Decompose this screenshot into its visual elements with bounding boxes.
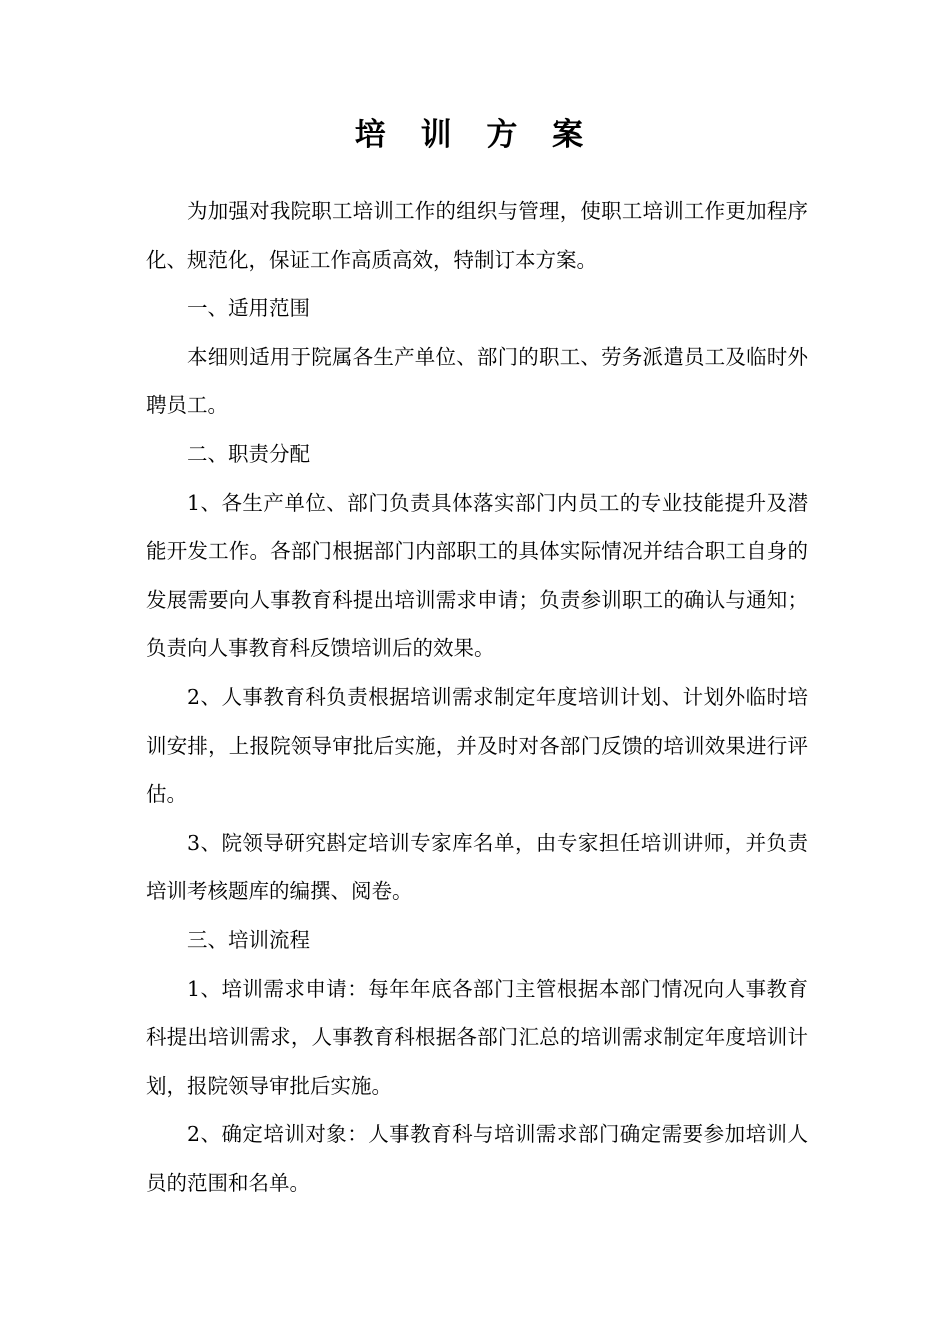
- paragraph-process-1: 1、培训需求申请：每年年底各部门主管根据本部门情况向人事教育科提出培训需求，人事教育科根据各部门汇总的培训需求制定年度培训计划，报院领导审批后实施。: [146, 976, 808, 1098]
- section-heading-scope: 一、适用范围: [187, 296, 310, 321]
- paragraph-responsibility-2: 2、人事教育科负责根据培训需求制定年度培训计划、计划外临时培训安排，上报院领导审批后实施，并及时对各部门反馈的培训效果进行评估。: [146, 684, 808, 807]
- paragraph-responsibility-3: 3、院领导研究斟定培训专家库名单，由专家担任培训讲师，并负责培训考核题库的编撰、阅卷。: [146, 830, 808, 904]
- paragraph-responsibility-1: 1、各生产单位、部门负责具体落实部门内员工的专业技能提升及潜能开发工作。各部门根据部门内部职工的具体实际情况并结合职工自身的发展需要向人事教育科提出培训需求申请；负责参训职工的确认与通知；负责向人事教育科反馈培训后的效果。: [146, 490, 808, 661]
- paragraph-scope: 本细则适用于院属各生产单位、部门的职工、劳务派遣员工及临时外聘员工。: [146, 344, 808, 418]
- section-heading-responsibilities: 二、职责分配: [187, 441, 310, 466]
- document-title: 培 训 方 案: [354, 117, 596, 153]
- paragraph-intro: 为加强对我院职工培训工作的组织与管理，使职工培训工作更加程序化、规范化，保证工作高质高效，特制订本方案。: [146, 199, 808, 272]
- paragraph-process-2: 2、确定培训对象：人事教育科与培训需求部门确定需要参加培训人员的范围和名单。: [146, 1122, 808, 1195]
- document-body: [146, 187, 808, 1207]
- section-heading-process: 三、培训流程: [187, 927, 310, 952]
